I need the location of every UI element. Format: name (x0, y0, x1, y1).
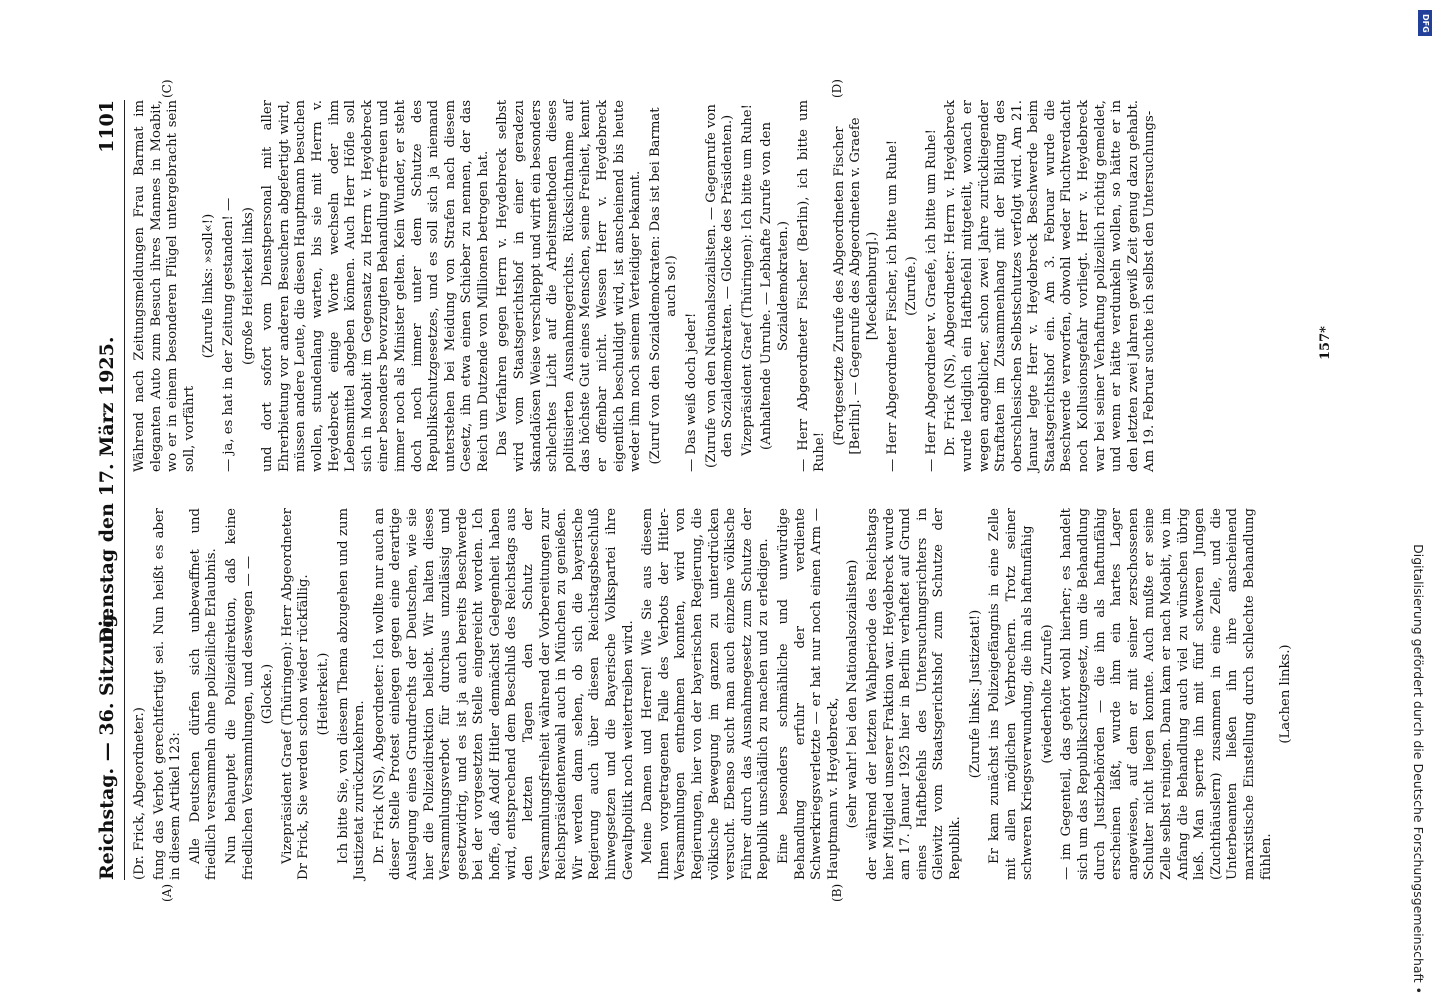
paragraph: (Dr. Frick, Abgeordneter.) (132, 707, 147, 880)
paragraph: Eine besonders schmähliche und unwürdige Behandlung erfuhr der verdiente Schwerkriegsverletzte — er hat nur noch einen Arm — Hauptmann v. Heydebreck, (775, 508, 841, 880)
header-page-number: 1101 (96, 100, 118, 153)
paragraph: (Anhaltende Unruhe. — Lebhafte Zurufe von den Sozialdemokraten.) (759, 122, 791, 450)
dfg-logo: DFG (1418, 10, 1432, 36)
paragraph: (sehr wahr! bei den Nationalsozialisten) (845, 559, 861, 829)
margin-mark-c: (C) (160, 79, 174, 98)
paragraph: — Herr Abgeordneter Fischer (Berlin), ich bitte um Ruhe! (795, 100, 828, 472)
paragraph: Alle Deutschen dürfen sich unbewaffnet und friedlich versammeln ohne polizeiliche Erlaubnis. (187, 508, 220, 880)
paragraph: Das Verfahren gegen Herrn v. Heydebreck selbst wird vom Staatsgerichtshof in einer geradezu skandalösen Weise verschleppt und wirft ein besonders schlechtes Licht auf die Arbeitsmethoden dieses politisierten Ausnahmegerichts. Rücksichtnahme auf das höchste Gut eines Menschen, seine Freiheit, kennt er offenbar nicht. Wessen Herr v. Heydebreck eigentlich beschuldigt wird, ist anscheinend bis heute weder ihm noch seinem Verteidiger bekannt. (495, 100, 644, 472)
paragraph: — im Gegenteil, das gehört wohl hierher; es handelt sich um das Republikschutzgesetz, um die Behandlung durch Justizbehörden — die ihn als haftunfähig erscheinen läßt, wurde ihm ein hartes Lager angewiesen, auf dem er mit seiner zerschossenen Schulter nicht liegen konnte. Auch mußte er seine Zelle selbst reinigen. Dann kam er nach Moabit, wo im Anfang die Behandlung auch viel zu wünschen übrig ließ. Man sperrte ihn mit fünf schweren Jungen (Zuchthäuslern) zusammen in eine Zelle, und die Unterbeamten ließen ihn ihre anscheinend marxistische Einstellung durch schlechte Behandlung fühlen. (1059, 508, 1274, 880)
page-header (92, 100, 122, 880)
paragraph: Während nach Zeitungsmeldungen Frau Barmat im eleganten Auto zum Besuch ihres Mannes in Moabit, wo er in einem besonderen Flügel untergebracht sein soll, vorfährt (132, 100, 197, 472)
margin-mark-d: (D) (830, 79, 844, 98)
sidebar-credit (1404, 6, 1432, 994)
paragraph: (Zurufe links: »soll«!) (201, 213, 217, 359)
paragraph: — ja, es hat in der Zeitung gestanden! — (220, 197, 236, 472)
header-date: Dienstag den 17. März 1925. (96, 336, 118, 644)
paragraph: (Lachen links.) (1278, 644, 1294, 744)
right-column (132, 100, 1162, 472)
paragraph: — Herr Abgeordneter v. Graefe, ich bitte um Ruhe! (923, 129, 939, 472)
signature-mark: 157* (1318, 326, 1333, 360)
margin-mark-b: (B) (830, 883, 844, 902)
paragraph: Vizepräsident Graef (Thüringen): Ich bitte um Ruhe! (739, 104, 755, 456)
left-column (132, 508, 1298, 880)
paragraph: (Zurufe von den Nationalsozialisten. — Gegenrufe von den Sozialdemokraten. — Glocke des Präsidenten.) (703, 104, 736, 468)
paragraph: der während der letzten Wahlperiode des Reichstags hier Mitglied unserer Fraktion war. Heydebreck wurde am 17. Januar 1925 hier in Berlin verhaftet auf Grund eines Haftbefehls des Untersuchungsrichters in Gleiwitz vom Staatsgerichtshof zum Schutze der Republik. (864, 508, 963, 880)
paragraph: Er kam zunächst ins Polizeigefängnis in eine Zelle mit allen möglichen Verbrechern. Trotz seiner schweren Kriegsverwundung, die ihn als haftunfähig (987, 508, 1036, 880)
funding-credit-text: Digitalisierung gefördert durch die Deutsche Forschungsgemeinschaft • (1411, 544, 1426, 994)
paragraph: und dort sofort vom Dienstpersonal mit aller Ehrerbietung vor anderen Besuchern abgefertigt wird, müssen andere Leute, die diesen Hauptmann besuchen wollen, stundenlang warten, bis sie mit Herrn v. Heydebreck einige Worte wechseln oder ihm Lebensmittel abgeben können. Auch Herr Höfle soll sich in Moabit im Gegensatz zu Herrn v. Heydebreck einer besonders bevorzugten Behandlung erfreuen und immer noch als Minister gelten. Kein Wunder, er steht doch noch immer unter dem Schutze des Republikschutzgesetzes, und es soll sich ja niemand unterstehen bei Meidung von Strafen nach diesem Gesetz, ihn etwa einen Schieber zu nennen, der das Reich um Dutzende von Millionen betrogen hat. (260, 100, 491, 472)
paragraph: (Zurufe.) (904, 256, 920, 316)
paragraph: Meine Damen und Herren! Wie Sie aus diesem Ihnen vorgetragenen Falle des Verbots der Hitler-Versammlungen entnehmen konnten, wird von Regierungen, hier von der bayerischen Regierung, die völkische Bewegung im ganzen zu unterdrücken versucht. Ebenso sucht man auch einzelne völkische Führer durch das Ausnahmegesetz zum Schutze der Republik unschädlich zu machen und zu erledigen. (640, 508, 772, 880)
paragraph: (Fortgesetzte Zurufe des Abgeordneten Fischer [Berlin]. — Gegenrufe des Abgeordneten v. Graefe [Mecklenburg].) (831, 117, 880, 455)
paragraph: Dr. Frick (NS), Abgeordneter: Ich wollte nur auch an dieser Stelle Protest einlegen gegen eine derartige Auslegung eines Grundrechts der Deutschen, wie sie hier die Polizeidirektion beliebt. Wir halten dieses Versammlungsverbot für durchaus unzulässig und gesetzwidrig, und es ist ja auch bereits Beschwerde bei der vorgesetzten Stelle eingereicht worden. Ich hoffe, daß Adolf Hitler demnächst Gelegenheit haben wird, entsprechend dem Beschluß des Reichstags aus den letzten Tagen den Schutz der Versammlungsfreiheit während der Vorbereitungen zur Reichspräsidentenwahl auch in München zu genießen. Wir werden dann sehen, ob sich die bayerische Regierung auch über diesen Reichstagsbeschluß hinwegsetzen und die Bayerische Volkspartei ihre Gewaltpolitik noch weitertreiben wird. (371, 508, 636, 880)
paragraph: Dr. Frick (NS), Abgeordneter: Herrn v. Heydebreck wurde lediglich ein Haftbefehl mitgeteilt, wonach er wegen angeblicher, schon zwei Jahre zurückliegender Straftaten im Zusammenhang mit der Bildung des oberschlesischen Selbstschutzes verfolgt wird. Am 21. Januar legte Herr v. Heydebreck Beschwerde beim Staatsgerichtshof ein. Am 3. Februar wurde die Beschwerde verworfen, obwohl weder Fluchtverdacht noch Kollusionsgefahr vorliegt. Herr v. Heydebreck war bei seiner Verhaftung polizeilich richtig gemeldet, und wenn er hätte verdunkeln wollen, so hätte er in den letzten zwei Jahren gewiß Zeit genug dazu gehabt. Am 19. Februar suchte ich selbst den Untersuchungs- (943, 100, 1158, 472)
paragraph: (Zuruf von den Sozialdemokraten: Das ist bei Barmat auch so!) (647, 107, 680, 465)
margin-mark-a: (A) (160, 883, 174, 902)
paragraph: (wiederholte Zurufe) (1039, 624, 1055, 764)
header-session: Reichstag. — 36. Sitzung. (96, 607, 118, 880)
paragraph: Nun behauptet die Polizeidirektion, daß keine friedlichen Versammlungen, und deswegen — — (223, 508, 256, 880)
paragraph: (Glocke.) (260, 663, 276, 725)
header-rule (124, 100, 125, 880)
paragraph: Ich bitte Sie, von diesem Thema abzugehen und zum Justizetat zurückzukehren. (335, 508, 368, 880)
paragraph: — Das weiß doch jeder! (684, 312, 699, 472)
paragraph: Vizepräsident Graef (Thüringen): Herr Abgeordneter Dr Frick, Sie werden schon wieder rückfällig. (279, 508, 312, 880)
paragraph: (Zurufe links: Justizetat!) (967, 609, 983, 779)
paragraph: (große Heiterkeit links) (240, 207, 256, 365)
paragraph: (Heiterkeit.) (315, 652, 331, 736)
paragraph: — Herr Abgeordneter Fischer, ich bitte um Ruhe! (884, 139, 900, 472)
paragraph: fung das Verbot gerechtfertigt sei. Nun heißt es aber in diesem Artikel 123: (151, 508, 184, 880)
